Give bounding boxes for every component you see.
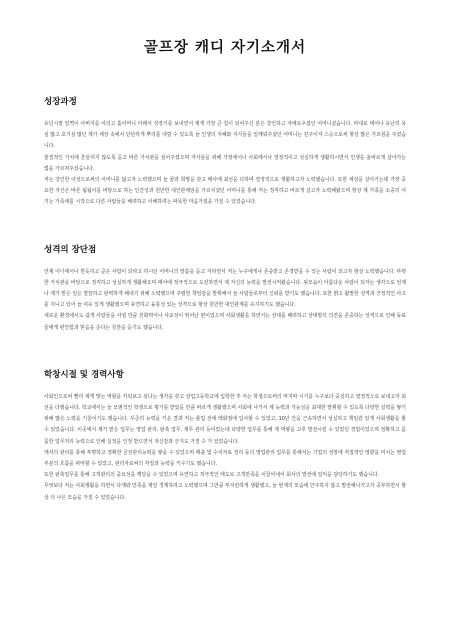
- paragraph: 무엇보다 저는 사회생활을 하면서 다재와 만족을 제일 경계하려고 노력했으며 그만큼 부지런하게 생활했고, 늘 현재의 모습에 안주하지 않고 발전해나가고자 공부하면서 항상 더 나은 모습을 가질 수 있었습니다.: [44, 483, 406, 501]
- paragraph: 사회인으로써 빨리 제게 맞는 역할을 키워보고 싶다는 생각을 갖고 상업고등학교에 입학한 후 저는 학생으로써의 마지막 시기를 누구보다 중실하고 열정적으로 보내고자 최선을 다했습니다. 학교에서는 늘 모범적인 학생으로 평가를 받았을 만큼 바르게 생활했으며 사회에 나가서 제 능력과 가능성을 최대한 발휘할 수 있도록 다양한 실력을 쌓기 위해 많은 노력을 기울이기도 했습니다. 꾸준히 능력을 키운 결과 저는 졸업 전에 백화점에 입사할 수 있었고, 10년 간을 근속하면서 성실하고 책임감 있게 사회생활을 할 수 있었습니다. 이곳에서 제가 맡은 업무는 영업 관리, 판촉 업무, 재무 관리 등이었는데 다양한 업무를 통해 제 역량을 고루 발전시킬 수 있었던 경험이었으며 정확하고 꼼꼼한 업무처리 능력으로 인해 실적을 인정 받으면서 자신감과 긍지도 가질 수 가 있었습니다.: [44, 393, 406, 445]
- paragraph: 새로운 환경에서도 쉽게 사람들을 사귈 만큼 친화력이나 사교성이 뛰어난 편이었으며 사회생활을 하면서는 상대를 배려하고 상대방의 의견을 존중하는 성격으로 인해 동료들에게 편안함과 믿음을 준다는 칭찬을 듣기도 했습니다.: [44, 313, 406, 331]
- paragraph: 물질적인 가치에 흔들리지 않도록 곧고 바른 가치관을 심어주셨으며 자식들을 위해 가정에서나 사회에서나 열정적이고 성실하게 생활하시면서 인생을 올바르게 살아가는 법을 가르쳐주셨습니다.: [44, 154, 406, 172]
- paragraph: 유년시절 일찍이 아버지를 여의고 홀어머니 아래서 성장기를 보내면서 제게 가장 큰 힘이 되어주신 분은 강인하고 자애로우셨던 어머니셨습니다. 막내로 태어나 유난히 욕심 많고 호기심 많던 제가 세상 속에서 단단하게 뿌리를 내릴 수 있도록 늘 인생의 지혜와 지식들을 일깨워주셨던 어머니는 친구이자 스승으로써 항상 많은 가르침을 주셨습니다.: [44, 121, 406, 150]
- section-heading: 성장과정: [44, 97, 77, 107]
- paragraph: 언제 어디에서나 반듯하고 곧은 사람이 되라고 하시던 어머니의 말씀을 듣고 자라면서 저는 누구에게나 존중받고 존경받을 수 있는 사람이 되고자 항상 노력했습니다. 뚜렷한 가치관을 바탕으로 정직하고 성실하게 생활해오며 매사에 적극적으로 도전하면서 제 자신의 능력을 발전시켜왔습니다. 뒷모습이 아름다운 사람이 되자는 생각으로 언제나 제가 맡은 일은 깔끔하고 완벽하게 해내기 위해 노력했으며 주렬한 책임감을 발휘해서 늘 사람들로부터 신뢰를 받기도 했습니다. 또한 밝고 활발한 성격과 긍정적인 사고를 지니고 있어 늘 여유 있게 생활했으며 유연하고 융통성 있는 성격으로 항상 원만한 대인관계를 유지하기도 했습니다.: [44, 268, 406, 309]
- paragraph: 저는 강인한 여성으로써의 어머니를 닮고자 노력했으며 늘 꿈과 희망을 갖고 매사에 최선을 다하며 열정적으로 생활하고자 노력했습니다. 또한 세상을 살아가는데 가장 중요한 자산은 바른 됨됨이를 바탕으로 하는 인간성과 원만한 대인관계임을 가르치셨던 어머니를 통해 저는 정직하고 바르게 살고자 노력해왔으며 항상 제 가족을 소중히 여기는 가족애를 시작으로 다른 사람들을 배려하고 이해하려는 따뜻한 마음가짐을 가질 수 있었습니다.: [44, 177, 406, 206]
- document-title: 골프장 캐디 자기소개서: [143, 40, 307, 56]
- section-heading: 학창시절 및 경력사항: [44, 369, 124, 380]
- section-growth: [44, 95, 406, 209]
- section-education-career: [44, 368, 406, 504]
- paragraph: 캐셔의 관리를 통해 투명하고 정확한 금전관리능력을 쌓을 수 있었으며 매출 및 수치자료 정리 등의 영업관리 업무를 통해서는 기업의 성장에 직접적인 영향을 미치는 영업 부분의 흐름을 파악할 수 있었고, 관리자로써의 자질과 능력을 키우기도 했습니다.: [44, 449, 406, 468]
- section-personality: [44, 243, 406, 334]
- section-heading: 성격의 장단점: [44, 244, 97, 255]
- paragraph: 또한 판촉업무를 통해 고객관리의 중요성을 깨달을 수 있었으며 유연하고 적극적인 태도로 고객만족을 이끌어내어 회사의 발전에 일익을 담당하기도 했습니다.: [44, 472, 380, 479]
